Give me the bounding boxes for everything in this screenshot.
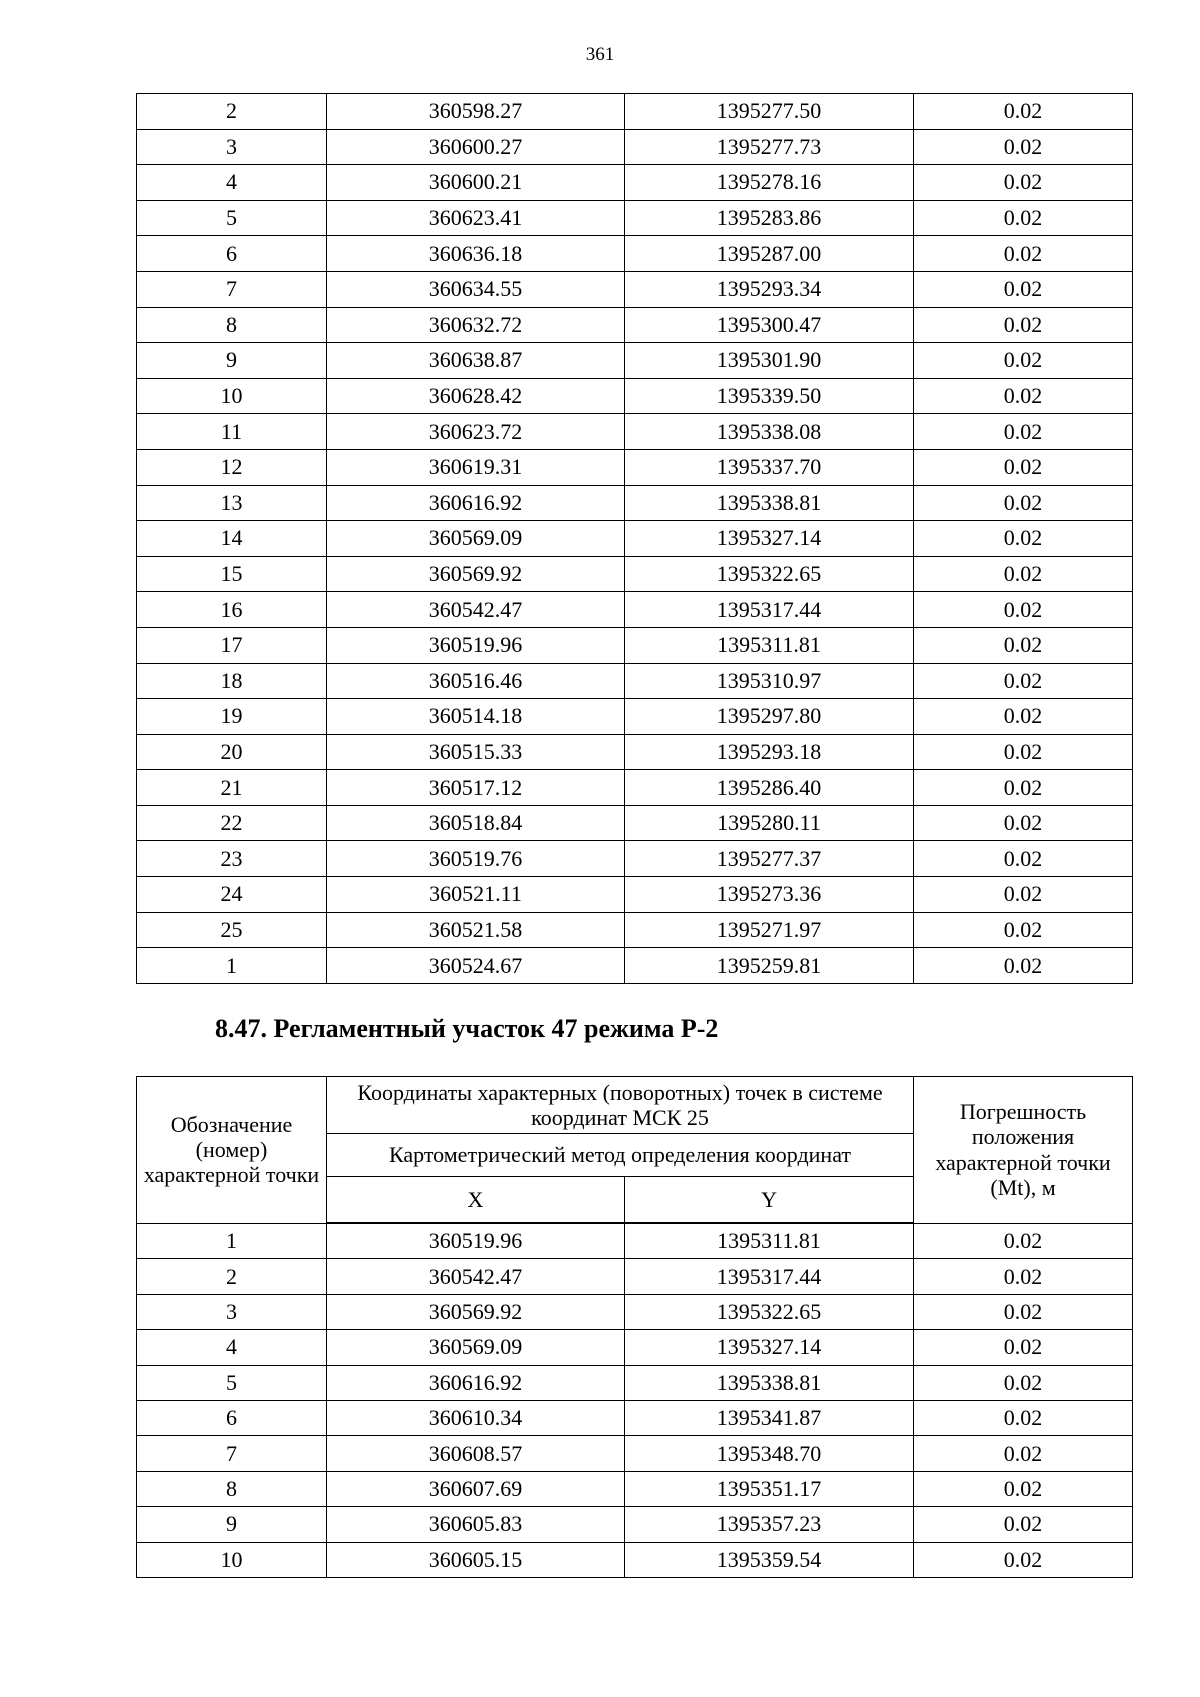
point-number-cell: 2 (137, 1259, 327, 1294)
point-number-cell: 20 (137, 734, 327, 770)
point-number-cell: 24 (137, 877, 327, 913)
x-coordinate-cell: 360524.67 (327, 948, 625, 984)
y-coordinate-cell: 1395280.11 (625, 805, 914, 841)
point-number-cell: 1 (137, 1223, 327, 1259)
error-cell: 0.02 (914, 1365, 1133, 1400)
y-coordinate-cell: 1395357.23 (625, 1507, 914, 1542)
y-coordinate-cell: 1395277.37 (625, 841, 914, 877)
x-coordinate-cell: 360521.58 (327, 912, 625, 948)
x-coordinate-cell: 360517.12 (327, 770, 625, 806)
y-coordinate-cell: 1395327.14 (625, 1330, 914, 1365)
table-row (137, 841, 1133, 877)
point-number-cell: 4 (137, 165, 327, 201)
x-coordinate-cell: 360616.92 (327, 1365, 625, 1400)
table-row (137, 343, 1133, 379)
coordinates-table-site-47 (136, 1076, 1133, 1578)
error-cell: 0.02 (914, 1507, 1133, 1542)
point-number-cell: 7 (137, 1436, 327, 1471)
error-cell: 0.02 (914, 1436, 1133, 1471)
y-coordinate-cell: 1395359.54 (625, 1542, 914, 1577)
table-row (137, 1542, 1133, 1577)
table-row (137, 1507, 1133, 1542)
y-coordinate-cell: 1395317.44 (625, 592, 914, 628)
x-coordinate-cell: 360619.31 (327, 449, 625, 485)
point-number-cell: 9 (137, 343, 327, 379)
point-number-cell: 6 (137, 1400, 327, 1435)
point-number-cell: 6 (137, 236, 327, 272)
y-coordinate-cell: 1395338.81 (625, 1365, 914, 1400)
x-coordinate-cell: 360518.84 (327, 805, 625, 841)
point-number-cell: 8 (137, 307, 327, 343)
y-coordinate-cell: 1395310.97 (625, 663, 914, 699)
x-coordinate-cell: 360569.09 (327, 521, 625, 557)
error-cell: 0.02 (914, 343, 1133, 379)
error-cell: 0.02 (914, 841, 1133, 877)
error-cell: 0.02 (914, 1223, 1133, 1259)
point-number-cell: 5 (137, 200, 327, 236)
error-cell: 0.02 (914, 734, 1133, 770)
x-coordinate-cell: 360516.46 (327, 663, 625, 699)
error-cell: 0.02 (914, 378, 1133, 414)
error-cell: 0.02 (914, 877, 1133, 913)
x-coordinate-cell: 360514.18 (327, 699, 625, 735)
y-coordinate-cell: 1395311.81 (625, 1223, 914, 1259)
table-row (137, 414, 1133, 450)
error-cell: 0.02 (914, 1400, 1133, 1435)
x-coordinate-cell: 360623.72 (327, 414, 625, 450)
point-number-cell: 9 (137, 1507, 327, 1542)
error-cell: 0.02 (914, 271, 1133, 307)
y-coordinate-cell: 1395293.18 (625, 734, 914, 770)
error-cell: 0.02 (914, 1259, 1133, 1294)
error-cell: 0.02 (914, 699, 1133, 735)
point-number-cell: 1 (137, 948, 327, 984)
table-row (137, 1294, 1133, 1329)
table-row (137, 1330, 1133, 1365)
x-coordinate-cell: 360634.55 (327, 271, 625, 307)
y-coordinate-cell: 1395339.50 (625, 378, 914, 414)
x-coordinate-cell: 360600.27 (327, 129, 625, 165)
x-coordinate-cell: 360542.47 (327, 1259, 625, 1294)
x-coordinate-cell: 360515.33 (327, 734, 625, 770)
section-heading: 8.47. Регламентный участок 47 режима Р-2 (215, 1014, 719, 1043)
point-number-cell: 22 (137, 805, 327, 841)
table-row (137, 1471, 1133, 1506)
header-coordinates-group: Координаты характерных (поворотных) точек в системе координат МСК 25 (327, 1077, 914, 1134)
y-coordinate-cell: 1395278.16 (625, 165, 914, 201)
error-cell: 0.02 (914, 1330, 1133, 1365)
x-coordinate-cell: 360600.21 (327, 165, 625, 201)
x-coordinate-cell: 360636.18 (327, 236, 625, 272)
x-coordinate-cell: 360542.47 (327, 592, 625, 628)
table-row (137, 307, 1133, 343)
point-number-cell: 15 (137, 556, 327, 592)
x-coordinate-cell: 360608.57 (327, 1436, 625, 1471)
table-row (137, 1400, 1133, 1435)
table-row (137, 1259, 1133, 1294)
y-coordinate-cell: 1395317.44 (625, 1259, 914, 1294)
point-number-cell: 3 (137, 1294, 327, 1329)
table-row (137, 129, 1133, 165)
header-point-designation: Обозначение (номер) характерной точки (137, 1077, 327, 1224)
table-row (137, 805, 1133, 841)
y-coordinate-cell: 1395277.73 (625, 129, 914, 165)
table-row (137, 663, 1133, 699)
error-cell: 0.02 (914, 948, 1133, 984)
error-cell: 0.02 (914, 556, 1133, 592)
table-row (137, 485, 1133, 521)
y-coordinate-cell: 1395301.90 (625, 343, 914, 379)
error-cell: 0.02 (914, 165, 1133, 201)
error-cell: 0.02 (914, 627, 1133, 663)
table-row (137, 912, 1133, 948)
error-cell: 0.02 (914, 129, 1133, 165)
error-cell: 0.02 (914, 805, 1133, 841)
x-coordinate-cell: 360607.69 (327, 1471, 625, 1506)
x-coordinate-cell: 360521.11 (327, 877, 625, 913)
table-row (137, 1436, 1133, 1471)
y-coordinate-cell: 1395271.97 (625, 912, 914, 948)
table-row (137, 627, 1133, 663)
point-number-cell: 21 (137, 770, 327, 806)
error-cell: 0.02 (914, 307, 1133, 343)
table-row (137, 521, 1133, 557)
point-number-cell: 18 (137, 663, 327, 699)
point-number-cell: 17 (137, 627, 327, 663)
point-number-cell: 14 (137, 521, 327, 557)
y-coordinate-cell: 1395337.70 (625, 449, 914, 485)
table-row (137, 1365, 1133, 1400)
point-number-cell: 16 (137, 592, 327, 628)
x-coordinate-cell: 360638.87 (327, 343, 625, 379)
y-coordinate-cell: 1395322.65 (625, 1294, 914, 1329)
header-method: Картометрический метод определения координат (327, 1134, 914, 1177)
error-cell: 0.02 (914, 770, 1133, 806)
point-number-cell: 4 (137, 1330, 327, 1365)
table-row (137, 236, 1133, 272)
point-number-cell: 23 (137, 841, 327, 877)
x-coordinate-cell: 360519.96 (327, 1223, 625, 1259)
y-coordinate-cell: 1395297.80 (625, 699, 914, 735)
table-row (137, 1223, 1133, 1259)
y-coordinate-cell: 1395351.17 (625, 1471, 914, 1506)
table-row (137, 378, 1133, 414)
error-cell: 0.02 (914, 1471, 1133, 1506)
error-cell: 0.02 (914, 485, 1133, 521)
header-y: Y (625, 1177, 914, 1224)
error-cell: 0.02 (914, 449, 1133, 485)
point-number-cell: 11 (137, 414, 327, 450)
point-number-cell: 25 (137, 912, 327, 948)
y-coordinate-cell: 1395293.34 (625, 271, 914, 307)
coordinates-table-continued (136, 93, 1133, 984)
y-coordinate-cell: 1395300.47 (625, 307, 914, 343)
error-cell: 0.02 (914, 236, 1133, 272)
point-number-cell: 7 (137, 271, 327, 307)
header-position-error: Погрешность положения характерной точки (Mt), м (914, 1077, 1133, 1224)
point-number-cell: 8 (137, 1471, 327, 1506)
y-coordinate-cell: 1395259.81 (625, 948, 914, 984)
page-number: 361 (585, 44, 615, 65)
error-cell: 0.02 (914, 200, 1133, 236)
y-coordinate-cell: 1395338.08 (625, 414, 914, 450)
point-number-cell: 5 (137, 1365, 327, 1400)
error-cell: 0.02 (914, 94, 1133, 130)
y-coordinate-cell: 1395311.81 (625, 627, 914, 663)
table-row (137, 948, 1133, 984)
x-coordinate-cell: 360623.41 (327, 200, 625, 236)
x-coordinate-cell: 360632.72 (327, 307, 625, 343)
y-coordinate-cell: 1395348.70 (625, 1436, 914, 1471)
y-coordinate-cell: 1395338.81 (625, 485, 914, 521)
error-cell: 0.02 (914, 414, 1133, 450)
y-coordinate-cell: 1395287.00 (625, 236, 914, 272)
point-number-cell: 10 (137, 1542, 327, 1577)
table-row (137, 200, 1133, 236)
point-number-cell: 3 (137, 129, 327, 165)
header-x: X (327, 1177, 625, 1224)
x-coordinate-cell: 360569.92 (327, 1294, 625, 1329)
y-coordinate-cell: 1395286.40 (625, 770, 914, 806)
table-row (137, 877, 1133, 913)
y-coordinate-cell: 1395273.36 (625, 877, 914, 913)
point-number-cell: 10 (137, 378, 327, 414)
x-coordinate-cell: 360616.92 (327, 485, 625, 521)
error-cell: 0.02 (914, 1542, 1133, 1577)
error-cell: 0.02 (914, 912, 1133, 948)
error-cell: 0.02 (914, 663, 1133, 699)
x-coordinate-cell: 360569.09 (327, 1330, 625, 1365)
error-cell: 0.02 (914, 521, 1133, 557)
point-number-cell: 2 (137, 94, 327, 130)
y-coordinate-cell: 1395277.50 (625, 94, 914, 130)
error-cell: 0.02 (914, 1294, 1133, 1329)
x-coordinate-cell: 360569.92 (327, 556, 625, 592)
table-row (137, 734, 1133, 770)
table-row (137, 699, 1133, 735)
table-row (137, 94, 1133, 130)
table-row (137, 770, 1133, 806)
table-row (137, 271, 1133, 307)
y-coordinate-cell: 1395327.14 (625, 521, 914, 557)
x-coordinate-cell: 360628.42 (327, 378, 625, 414)
x-coordinate-cell: 360610.34 (327, 1400, 625, 1435)
point-number-cell: 12 (137, 449, 327, 485)
x-coordinate-cell: 360605.83 (327, 1507, 625, 1542)
y-coordinate-cell: 1395283.86 (625, 200, 914, 236)
point-number-cell: 19 (137, 699, 327, 735)
x-coordinate-cell: 360598.27 (327, 94, 625, 130)
error-cell: 0.02 (914, 592, 1133, 628)
table-row (137, 449, 1133, 485)
table-row (137, 165, 1133, 201)
x-coordinate-cell: 360605.15 (327, 1542, 625, 1577)
x-coordinate-cell: 360519.96 (327, 627, 625, 663)
y-coordinate-cell: 1395341.87 (625, 1400, 914, 1435)
point-number-cell: 13 (137, 485, 327, 521)
x-coordinate-cell: 360519.76 (327, 841, 625, 877)
y-coordinate-cell: 1395322.65 (625, 556, 914, 592)
table-row (137, 556, 1133, 592)
table-row (137, 592, 1133, 628)
